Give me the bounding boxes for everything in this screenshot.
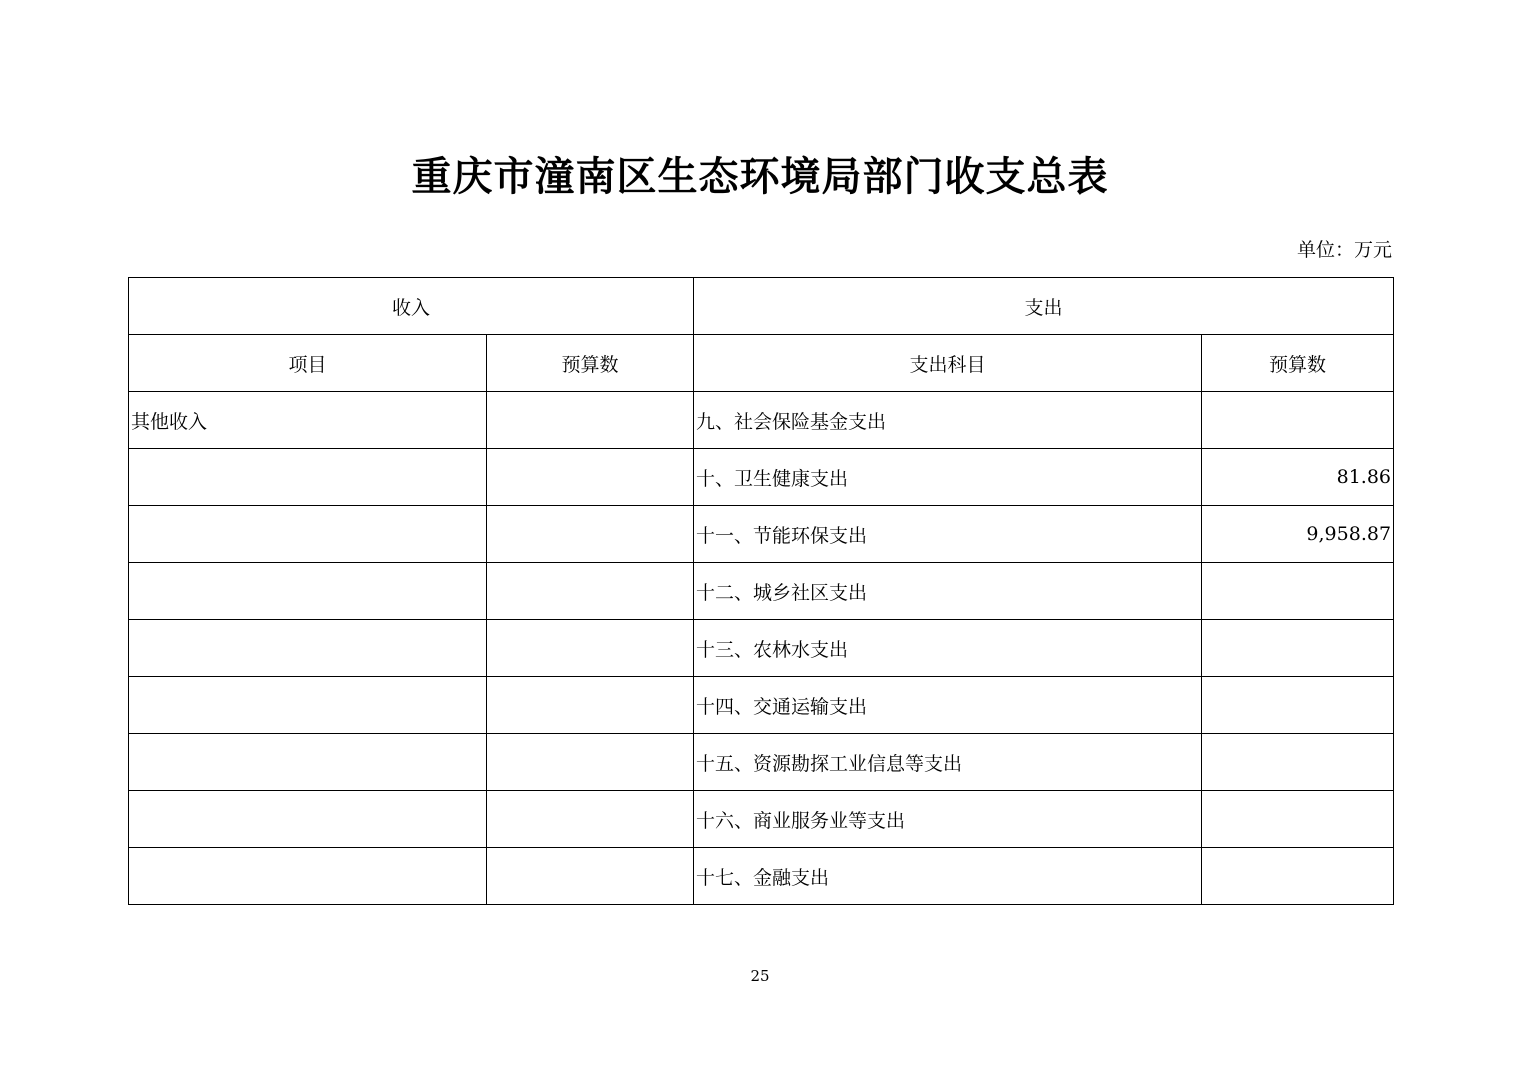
expense-budget-cell (1202, 677, 1394, 734)
income-item-cell (129, 734, 487, 791)
expense-subject-cell: 十五、资源勘探工业信息等支出 (694, 734, 1202, 791)
expense-budget-header: 预算数 (1202, 335, 1394, 392)
table-header-group-row (129, 278, 1394, 335)
income-group-header: 收入 (129, 278, 694, 335)
expense-subject-header: 支出科目 (694, 335, 1202, 392)
table-row (129, 506, 1394, 563)
table-row (129, 392, 1394, 449)
income-item-cell (129, 848, 487, 905)
income-budget-cell (487, 392, 694, 449)
expense-group-header: 支出 (694, 278, 1394, 335)
expense-subject-cell: 十二、城乡社区支出 (694, 563, 1202, 620)
income-item-cell (129, 620, 487, 677)
table-row (129, 791, 1394, 848)
budget-summary-table (128, 277, 1394, 905)
table-row (129, 449, 1394, 506)
table-row (129, 848, 1394, 905)
expense-subject-cell: 十、卫生健康支出 (694, 449, 1202, 506)
income-item-cell (129, 677, 487, 734)
income-budget-cell (487, 449, 694, 506)
page-number: 25 (750, 967, 770, 985)
table-row (129, 677, 1394, 734)
income-budget-cell (487, 677, 694, 734)
expense-budget-cell (1202, 620, 1394, 677)
expense-subject-cell: 九、社会保险基金支出 (694, 392, 1202, 449)
income-item-cell (129, 791, 487, 848)
income-budget-cell (487, 848, 694, 905)
income-item-header: 项目 (129, 335, 487, 392)
table-row (129, 620, 1394, 677)
expense-budget-cell (1202, 848, 1394, 905)
income-budget-header: 预算数 (487, 335, 694, 392)
expense-subject-cell: 十六、商业服务业等支出 (694, 791, 1202, 848)
income-item-cell (129, 506, 487, 563)
expense-budget-cell (1202, 734, 1394, 791)
expense-subject-cell: 十七、金融支出 (694, 848, 1202, 905)
table-row (129, 563, 1394, 620)
income-budget-cell (487, 620, 694, 677)
income-item-cell (129, 449, 487, 506)
expense-budget-cell (1202, 563, 1394, 620)
expense-budget-cell: 81.86 (1202, 449, 1394, 506)
table-header-row (129, 335, 1394, 392)
income-budget-cell (487, 791, 694, 848)
table-body (129, 392, 1394, 905)
income-budget-cell (487, 506, 694, 563)
expense-budget-cell: 9,958.87 (1202, 506, 1394, 563)
expense-budget-cell (1202, 791, 1394, 848)
income-item-cell: 其他收入 (129, 392, 487, 449)
page-title: 重庆市潼南区生态环境局部门收支总表 (411, 153, 1109, 200)
expense-subject-cell: 十四、交通运输支出 (694, 677, 1202, 734)
income-budget-cell (487, 734, 694, 791)
unit-label: 单位：万元 (1296, 239, 1392, 261)
expense-budget-cell (1202, 392, 1394, 449)
expense-subject-cell: 十三、农林水支出 (694, 620, 1202, 677)
table-row (129, 734, 1394, 791)
income-item-cell (129, 563, 487, 620)
expense-subject-cell: 十一、节能环保支出 (694, 506, 1202, 563)
income-budget-cell (487, 563, 694, 620)
